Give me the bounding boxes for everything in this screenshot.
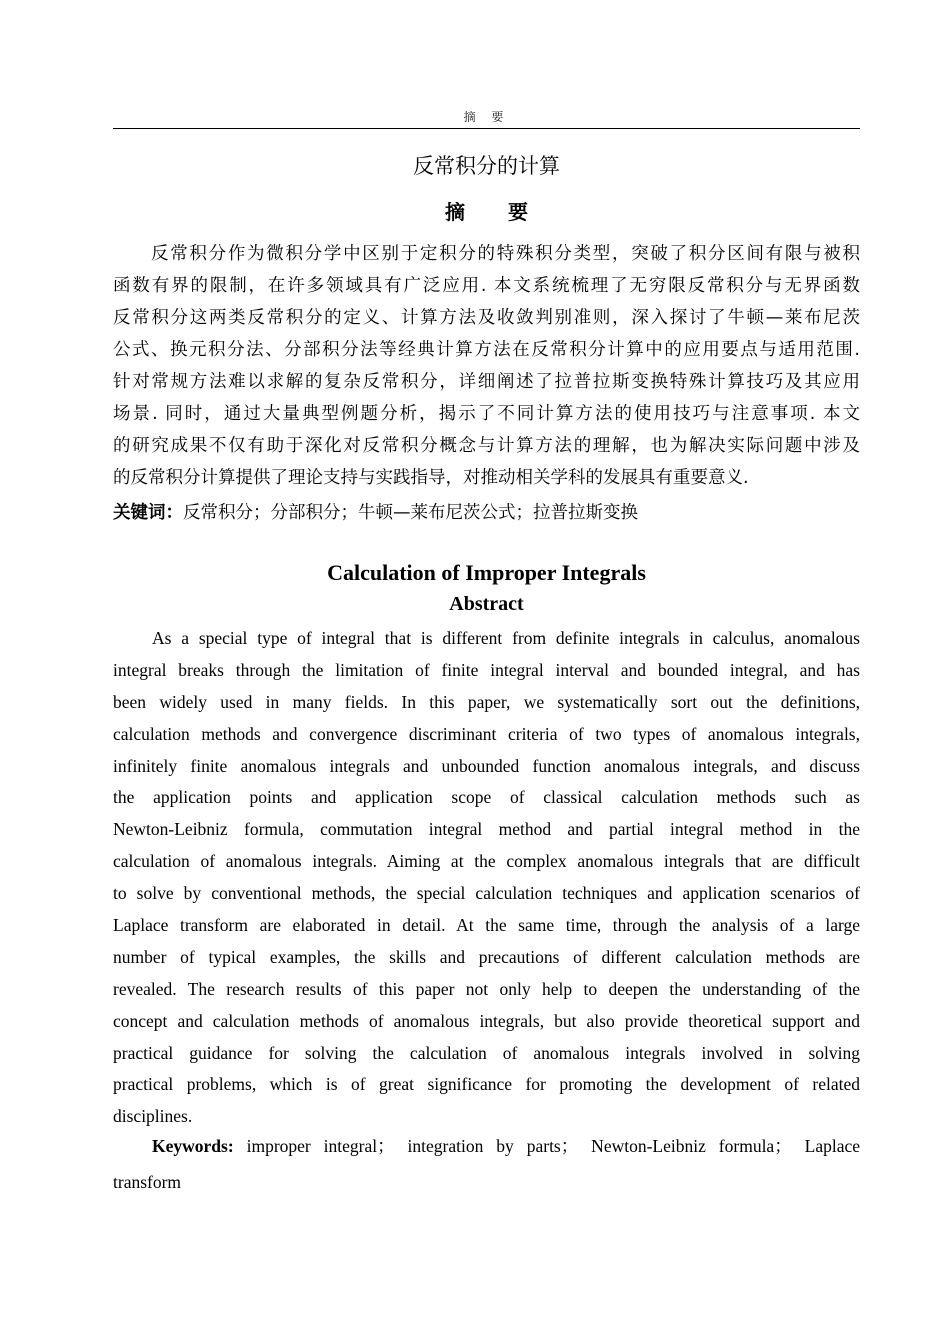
- english-abstract-line: calculation of anomalous integrals. Aiming at the complex anomalous integrals that are difficult: [113, 851, 860, 872]
- english-keywords-line: transform: [113, 1172, 182, 1192]
- chinese-title: 反常积分的计算: [413, 154, 560, 178]
- english-abstract-line: Laplace transform are elaborated in detail. At the same time, through the analysis of a large: [113, 915, 860, 936]
- english-keywords-text: improper integral； integration by parts； Newton-Leibniz formula； Laplace: [233, 1136, 860, 1156]
- english-abstract-line: disciplines.: [113, 1106, 193, 1127]
- chinese-keywords-text: 反常积分；分部积分；牛顿—莱布尼茨公式；拉普拉斯变换: [183, 503, 638, 523]
- english-abstract-line: integral breaks through the limitation of finite integral interval and bounded integral, and has: [113, 659, 860, 680]
- chinese-abstract-line: 场景. 同时，通过大量典型例题分析，揭示了不同计算方法的使用技巧与注意事项. 本文: [113, 404, 860, 424]
- chinese-abstract-body: [113, 238, 860, 494]
- english-keywords-label: Keywords:: [152, 1136, 234, 1156]
- chinese-keywords-label: 关键词：: [113, 503, 183, 523]
- english-abstract-line: concept and calculation methods of anomalous integrals, but also provide theoretical support and: [113, 1010, 860, 1031]
- chinese-abstract-line: 反常积分这两类反常积分的定义、计算方法及收敛判别准则，深入探讨了牛顿—莱布尼茨: [113, 308, 860, 328]
- chinese-keywords: [113, 497, 860, 529]
- english-abstract-line: number of typical examples, the skills and precautions of different calculation methods are: [113, 946, 860, 967]
- english-abstract-line: to solve by conventional methods, the special calculation techniques and application scenarios of: [113, 883, 860, 904]
- english-abstract-line: Newton-Leibniz formula, commutation integral method and partial integral method in the: [113, 819, 860, 840]
- english-keywords: [113, 1128, 860, 1200]
- running-header: 摘 要: [463, 110, 510, 124]
- english-abstract-line: practical guidance for solving the calculation of anomalous integrals involved in solving: [113, 1042, 860, 1063]
- chinese-abstract-line: 针对常规方法难以求解的复杂反常积分，详细阐述了拉普拉斯变换特殊计算技巧及其应用: [113, 372, 860, 392]
- english-title: Calculation of Improper Integrals: [327, 560, 646, 585]
- header-rule: [113, 128, 860, 129]
- chinese-abstract-heading: 摘 要: [445, 200, 546, 224]
- english-abstract-line: calculation methods and convergence discriminant criteria of two types of anomalous integrals,: [113, 723, 860, 744]
- chinese-abstract-line: 的研究成果不仅有助于深化对反常积分概念与计算方法的理解，也为解决实际问题中涉及: [113, 436, 860, 456]
- english-abstract-heading: Abstract: [449, 593, 524, 615]
- english-abstract-line: the application points and application scope of classical calculation methods such as: [113, 787, 860, 808]
- english-abstract-line: been widely used in many fields. In this paper, we systematically sort out the definitions,: [113, 691, 860, 712]
- english-abstract-line: As a special type of integral that is different from definite integrals in calculus, anomalous: [152, 628, 860, 648]
- chinese-abstract-line: 公式、换元积分法、分部积分法等经典计算方法在反常积分计算中的应用要点与适用范围.: [113, 340, 860, 360]
- english-abstract-line: infinitely finite anomalous integrals and unbounded function anomalous integrals, and discuss: [113, 755, 860, 776]
- english-keywords-line: [113, 1128, 860, 1164]
- chinese-abstract-line: 反常积分作为微积分学中区别于定积分的特殊积分类型，突破了积分区间有限与被积: [151, 244, 860, 264]
- chinese-abstract-line: 函数有界的限制，在许多领域具有广泛应用. 本文系统梳理了无穷限反常积分与无界函数: [113, 276, 860, 296]
- chinese-abstract-line: 的反常积分计算提供了理论支持与实践指导，对推动相关学科的发展具有重要意义.: [113, 468, 749, 488]
- english-abstract-body: [113, 623, 860, 1133]
- english-abstract-line: revealed. The research results of this paper not only help to deepen the understanding of the: [113, 978, 860, 999]
- english-abstract-line: practical problems, which is of great significance for promoting the development of related: [113, 1074, 860, 1095]
